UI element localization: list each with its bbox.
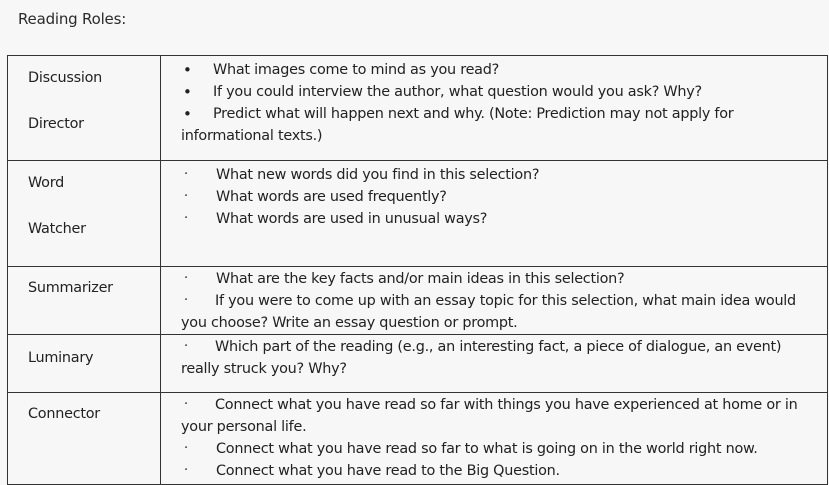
question-text: What words are used in unusual ways? <box>216 211 488 227</box>
list-item <box>181 103 821 147</box>
question-text: What new words did you find in this selection? <box>216 167 540 183</box>
bullet-icon: · <box>184 189 188 204</box>
role-name-line: Word <box>28 175 64 191</box>
bullet-icon: • <box>183 61 192 79</box>
bullet-icon: • <box>183 83 192 101</box>
question-text: Connect what you have read to the Big Question. <box>216 463 560 479</box>
question-list <box>181 164 821 230</box>
bullet-icon: · <box>184 293 188 308</box>
role-name-cell <box>8 267 161 335</box>
list-item <box>181 164 821 186</box>
table-row <box>8 56 828 161</box>
table-row <box>8 161 828 267</box>
bullet-icon: · <box>184 339 188 354</box>
list-item <box>181 208 821 230</box>
question-text: Connect what you have read so far to what is going on in the world right now. <box>216 441 758 457</box>
list-item <box>181 186 821 208</box>
bullet-icon: · <box>184 441 188 456</box>
role-questions-cell <box>161 161 828 267</box>
list-item <box>181 268 821 290</box>
page-title: Reading Roles: <box>18 10 127 28</box>
question-text: Which part of the reading (e.g., an interesting fact, a piece of dialogue, an event) really struck you? Why? <box>181 339 782 377</box>
question-text: If you could interview the author, what question would you ask? Why? <box>213 84 702 100</box>
question-list <box>181 59 821 147</box>
list-item <box>181 81 821 103</box>
question-text: If you were to come up with an essay topic for this selection, what main idea would you choose? Write an essay question or prompt. <box>181 293 796 331</box>
list-item <box>181 336 821 380</box>
role-name-cell <box>8 56 161 161</box>
bullet-icon: · <box>184 167 188 182</box>
role-questions-cell <box>161 267 828 335</box>
question-text: Predict what will happen next and why. (Note: Prediction may not apply for informational texts.) <box>181 106 734 144</box>
role-questions-cell <box>161 335 828 393</box>
role-questions-cell <box>161 56 828 161</box>
list-item <box>181 59 821 81</box>
role-name-line: Connector <box>28 406 100 422</box>
list-item <box>181 290 821 334</box>
role-questions-cell <box>161 393 828 485</box>
table-row <box>8 267 828 335</box>
role-name-line: Watcher <box>28 221 86 237</box>
list-item <box>181 394 821 438</box>
question-text: What are the key facts and/or main ideas in this selection? <box>216 271 625 287</box>
list-item <box>181 460 821 482</box>
role-name-line: Luminary <box>28 350 94 366</box>
list-item <box>181 438 821 460</box>
reading-roles-table <box>7 55 828 485</box>
role-name-cell <box>8 335 161 393</box>
role-name-cell <box>8 393 161 485</box>
role-name-line: Discussion <box>28 70 103 86</box>
question-list <box>181 268 821 334</box>
question-list <box>181 336 821 380</box>
role-name-cell <box>8 161 161 267</box>
question-text: What images come to mind as you read? <box>213 62 500 78</box>
bullet-icon: • <box>183 105 192 123</box>
bullet-icon: · <box>184 271 188 286</box>
table-row <box>8 335 828 393</box>
question-text: Connect what you have read so far with things you have experienced at home or in your personal life. <box>181 397 798 435</box>
question-text: What words are used frequently? <box>216 189 447 205</box>
bullet-icon: · <box>184 211 188 226</box>
role-name-line: Director <box>28 116 84 132</box>
role-name-line: Summarizer <box>28 280 113 296</box>
question-list <box>181 394 821 482</box>
bullet-icon: · <box>184 397 188 412</box>
bullet-icon: · <box>184 463 188 478</box>
table-row <box>8 393 828 485</box>
